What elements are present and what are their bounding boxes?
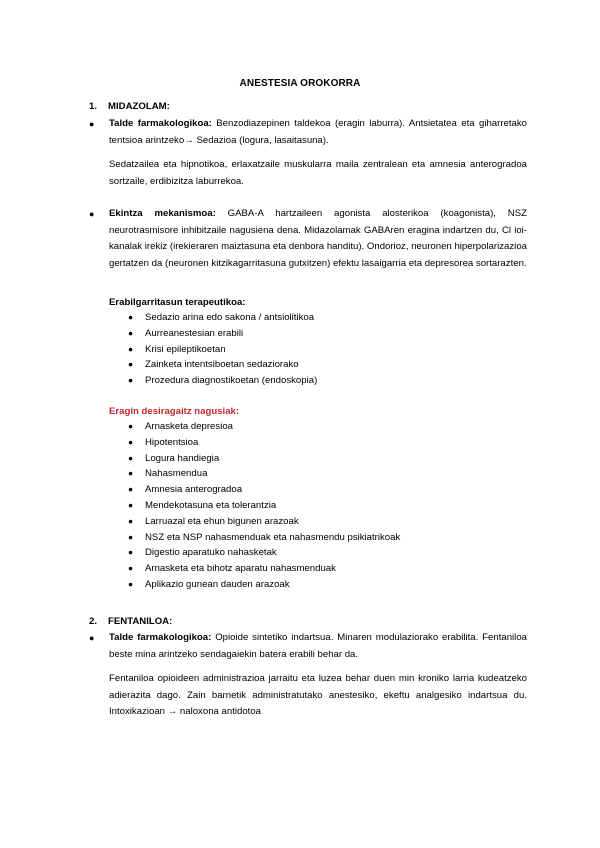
bullet-icon: ●	[128, 499, 134, 510]
section-title: MIDAZOLAM:	[108, 101, 170, 112]
bullet-icon: ●	[128, 312, 134, 322]
list-item-text: Arnasketa eta bihotz aparatu nahasmenduak	[145, 563, 336, 575]
bullet-icon: ●	[128, 484, 134, 495]
section-number: 1.	[89, 101, 98, 112]
list-item-text: Aplikazio gunean dauden arazoak	[145, 578, 290, 590]
bullet-icon: ●	[128, 531, 134, 542]
bullet-icon: ●	[128, 343, 134, 354]
adverse-effects-list	[128, 419, 400, 593]
list-item-text: Logura handiegia	[145, 452, 220, 464]
list-item-text: NSZ eta NSP nahasmenduak eta nahasmendu psikiatrikoak	[145, 531, 401, 543]
mechanism-text: GABA-A hartzaileen agonista alosterikoa (koagonista), NSZ neurotrasmisore inhibitzaile nagusiena dena. Midazolamak GABAren eragina indartzen du, Cl ioi-kanalak irekiz (irekieraren maiztasuna eta denbora handitu). Ondorioz, neuronen hiperpolarizazioa gertatzen da (neuronen kitzikagarritasuna gutxitzen) efektu lasaigarria eta depresorea sortarazten.	[109, 208, 527, 269]
list-item-text: Digestio aparatuko nahasketak	[145, 547, 277, 559]
list-item	[128, 545, 400, 561]
pharm-group-label: Talde farmakologikoa:	[109, 632, 212, 643]
list-item-text: Aurreanestesian erabili	[145, 327, 244, 339]
bullet-icon: ●	[128, 468, 134, 479]
bullet-icon: ●	[89, 633, 95, 643]
list-item	[128, 482, 400, 498]
list-item-text: Amnesia anterogradoa	[145, 484, 243, 496]
pharm-group-text: Benzodiazepinen taldekoa (eragin laburra). Antsietatea eta giharretako tentsioa arintzeko→ Sedazioa (logura, lasaitasuna).	[109, 118, 527, 146]
bullet-icon: ●	[128, 452, 134, 463]
bullet-icon: ●	[128, 327, 134, 338]
midazolam-mechanism	[89, 206, 527, 272]
section-heading-midazolam	[89, 101, 170, 112]
bullet-icon: ●	[128, 359, 134, 370]
section-heading-fentanyl	[89, 616, 172, 627]
bullet-icon: ●	[128, 421, 134, 431]
list-item-text: Zainketa intentsiboetan sedaziorako	[145, 359, 299, 371]
list-item	[128, 342, 317, 358]
list-item	[128, 435, 400, 451]
list-item	[128, 310, 317, 326]
list-item-text: Mendekotasuna eta tolerantzia	[145, 499, 277, 511]
list-item	[128, 373, 317, 389]
list-item	[128, 514, 400, 530]
section-number: 2.	[89, 616, 98, 627]
list-item	[128, 577, 400, 593]
pharm-group-text: Opioide sintetiko indartsua. Minaren modulaziorako erabilita. Fentaniloa beste mina arintzeko sendagaiekin batera erabili behar da.	[109, 632, 527, 660]
bullet-icon: ●	[128, 578, 134, 589]
bullet-icon: ●	[89, 119, 95, 129]
bullet-icon: ●	[128, 547, 134, 558]
bullet-icon: ●	[128, 436, 134, 447]
bullet-icon: ●	[128, 563, 134, 574]
section-title: FENTANILOA:	[108, 616, 173, 627]
list-item-text: Sedazio arina edo sakona / antsiolitikoa	[145, 312, 315, 323]
list-item-text: Prozedura diagnostikoetan (endoskopia)	[145, 375, 318, 387]
list-item	[128, 530, 400, 546]
list-item-text: Arnasketa depresioa	[145, 421, 233, 432]
list-item-text: Nahasmendua	[145, 468, 208, 480]
fentanyl-description: Fentaniloa opioideen administrazioa jarraitu eta luzea behar duen min kroniko larria kudeatzeko adierazita dago. Zain barnetik administratutako anestesiko, ekeftu analgesiko indartsua du. Intoxikazioan → naloxona antidotoa	[109, 673, 527, 717]
bullet-icon: ●	[89, 209, 95, 219]
list-item	[128, 466, 400, 482]
mechanism-label: Ekintza mekanismoa:	[109, 208, 216, 219]
adverse-effects-heading: Eragin desiragaitz nagusiak:	[109, 406, 240, 417]
list-item	[128, 326, 317, 342]
midazolam-pharm-group	[89, 116, 527, 149]
fentanyl-pharm-group	[89, 630, 527, 663]
pharm-group-label: Talde farmakologikoa:	[109, 118, 212, 129]
list-item-text: Larruazal eta ehun bigunen arazoak	[145, 515, 299, 527]
list-item	[128, 498, 400, 514]
list-item-text: Hipotentsioa	[145, 436, 199, 448]
list-item	[128, 357, 317, 373]
list-item	[128, 451, 400, 467]
list-item-text: Krisi epileptikoetan	[145, 343, 226, 355]
list-item	[128, 419, 400, 435]
list-item	[128, 561, 400, 577]
document-title: ANESTESIA OROKORRA	[239, 78, 361, 89]
midazolam-description: Sedatzailea eta hipnotikoa, erlaxatzaile muskularra maila zentralean eta amnesia anterogradoa sortzaile, erdibizitza laburrekoa.	[109, 159, 527, 187]
bullet-icon: ●	[128, 375, 134, 386]
uses-heading: Erabilgarritasun terapeutikoa:	[109, 297, 246, 308]
bullet-icon: ●	[128, 515, 134, 526]
uses-list	[128, 310, 317, 389]
